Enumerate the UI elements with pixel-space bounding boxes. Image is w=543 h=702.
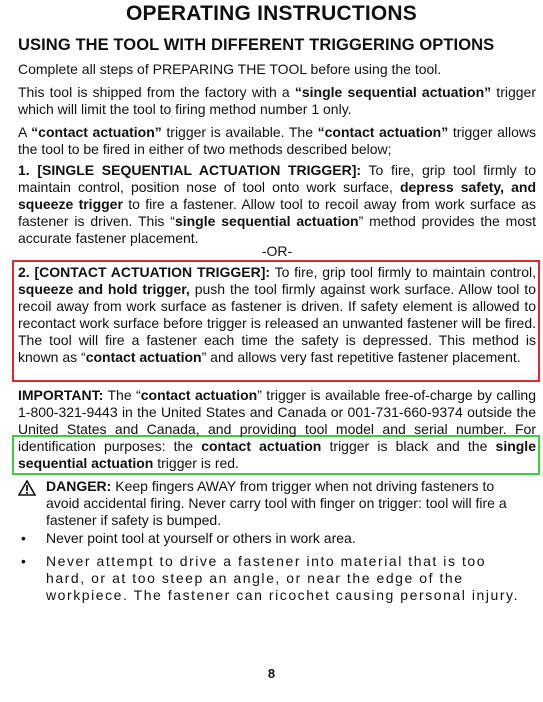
or-separator: -OR-	[261, 243, 293, 259]
paragraph-complete-steps: Complete all steps of PREPARING THE TOOL before using the tool.	[18, 61, 442, 77]
page-title: OPERATING INSTRUCTIONS	[125, 2, 418, 25]
important-notice: IMPORTANT: The “contact actuation” trigger is available free-of-charge by calling 1-800-321-9443 in the United States and Canada or 001-731-660-9374 outside the United States and Canada, and providing tool model and serial number. For identification purposes: the contact actuation trigger is black and the single sequential actuation trigger is red.	[18, 387, 537, 471]
bullet-dot: •	[21, 530, 26, 546]
method-1-single-sequential: 1. [SINGLE SEQUENTIAL ACTUATION TRIGGER]: To fire, grip tool firmly to maintain control, position nose of tool onto work surface, depress safety, and squeeze trigger to fire a fastener. Allow tool to recoil away from work surface as fastener is driven. This “single sequential actuation” method provides the most accurate fastener placement.	[18, 162, 537, 246]
bullet-item: Never point tool at yourself or others in work area.	[46, 530, 356, 546]
method-2-contact-actuation: 2. [CONTACT ACTUATION TRIGGER]: To fire, grip tool firmly to maintain control, squeeze and hold trigger, push the tool firmly against work surface. Allow tool to recoil away from work surface as fastener is driven. If safety element is allowed to recontact work surface before trigger is released an unwanted fastener will be fired. The tool will fire a fastener each time the safety is depressed. This method is known as “contact actuation” and allows very fast repetitive fastener placement.	[18, 264, 536, 365]
paragraph-contact-available: A “contact actuation” trigger is available. The “contact actuation” trigger allows the tool to be fired in either of two methods described below;	[18, 124, 537, 157]
section-heading: USING THE TOOL WITH DIFFERENT TRIGGERING OPTIONS	[18, 36, 495, 54]
warning-triangle-icon	[18, 480, 36, 496]
paragraph-shipped-trigger: This tool is shipped from the factory with a “single sequential actuation” trigger which will limit the tool to firing method number 1 only.	[18, 84, 536, 117]
danger-warning: DANGER: Keep fingers AWAY from trigger when not driving fasteners to avoid accidental firing. Never carry tool with finger on trigger: tool will fire a fastener if safety is bumped.	[46, 478, 507, 528]
page-number: 8	[267, 666, 276, 681]
bullet-dot: •	[21, 553, 26, 569]
bullet-item: Never attempt to drive a fastener into material that is too hard, or at too steep an angle, or near the edge of the workpiece. The fastener can ricochet causing personal injury.	[46, 553, 520, 603]
